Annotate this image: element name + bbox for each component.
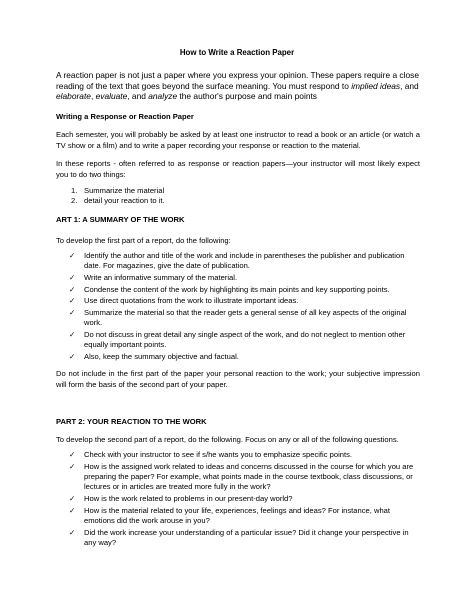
intro-text: the author's purpose and main points xyxy=(177,91,317,102)
checkmark-icon: ✓ xyxy=(69,450,76,459)
list-item-text: Summarize the material so that the reader gets a general sense of all key aspects of the original work. xyxy=(84,308,407,328)
part1-heading: ART 1: A SUMMARY OF THE WORK xyxy=(56,215,185,224)
checkmark-icon: ✓ xyxy=(69,461,76,471)
checkmark-icon: ✓ xyxy=(69,284,76,294)
checkmark-icon: ✓ xyxy=(69,330,76,340)
list-item-text: Write an informative summary of the material. xyxy=(84,272,238,282)
checkmark-icon: ✓ xyxy=(69,493,76,503)
two-things-list xyxy=(56,186,420,207)
checkmark-icon: ✓ xyxy=(69,527,76,537)
intro-text: , xyxy=(90,91,96,102)
list-item xyxy=(56,506,420,527)
list-item xyxy=(56,352,420,362)
intro-paragraph xyxy=(56,70,420,102)
list-item-text: How is the assigned work related to ideas and concerns discussed in the course for which you are preparing the paper? For example, what points made in the course textbook, class discussions, or lectures or in articles are treated more fully in the work? xyxy=(84,461,414,492)
document-title: How to Write a Reaction Paper xyxy=(179,48,295,57)
list-item xyxy=(56,462,420,493)
intro-text: , and xyxy=(400,80,419,91)
list-item-text: Summarize the material xyxy=(84,186,165,195)
intro-text: , and xyxy=(127,91,149,102)
intro-elaborate: elaborate xyxy=(56,91,91,102)
intro-analyze: analyze xyxy=(148,91,178,102)
list-item-text: Did the work increase your understanding of a particular issue? Did it change your perspective in any way? xyxy=(84,527,409,547)
list-item xyxy=(56,308,420,329)
list-item xyxy=(56,450,420,460)
list-item-text: Do not discuss in great detail any single aspect of the work, and do not neglect to mention other equally important points. xyxy=(84,330,406,350)
list-item-text: Check with your instructor to see if s/he wants you to emphasize specific points. xyxy=(84,450,353,459)
list-item-text: Condense the content of the work by highlighting its main points and key supporting points. xyxy=(84,284,390,294)
list-item xyxy=(56,528,420,549)
checkmark-icon: ✓ xyxy=(69,352,76,362)
checkmark-icon: ✓ xyxy=(69,505,76,515)
section-heading: Writing a Response or Reaction Paper xyxy=(56,112,194,121)
list-item xyxy=(56,196,420,206)
list-item-text: Also, keep the summary objective and factual. xyxy=(84,352,239,362)
list-number: 1. xyxy=(71,186,78,195)
intro-implied-ideas: implied ideas xyxy=(351,80,401,91)
part2-heading: PART 2: YOUR REACTION TO THE WORK xyxy=(56,417,207,426)
intro-text: A reaction paper is not just a paper where you express your opinion. These papers require a close reading of the text that goes beyond the surface meaning. You must respond to xyxy=(56,70,419,91)
checkmark-icon: ✓ xyxy=(69,272,76,282)
list-item xyxy=(56,330,420,351)
part1-intro: To develop the first part of a report, do the following: xyxy=(56,236,231,245)
list-item xyxy=(56,273,420,283)
checkmark-icon: ✓ xyxy=(69,308,76,318)
paragraph-reports: In these reports - often referred to as response or reaction papers—your instructor will most likely expect you to do two things: xyxy=(56,159,420,179)
list-item xyxy=(56,285,420,295)
checkmark-icon: ✓ xyxy=(69,251,76,260)
part2-checklist xyxy=(56,450,420,550)
list-item xyxy=(56,494,420,504)
list-item-text: Identify the author and title of the work and include in parentheses the publisher and publication date. For magazines, give the date of publication. xyxy=(84,251,405,271)
list-item xyxy=(56,186,420,196)
list-item-text: How is the material related to your life, experiences, feelings and ideas? For instance, what emotions did the work arouse in you? xyxy=(84,505,391,525)
list-item-text: detail your reaction to it. xyxy=(84,196,165,206)
list-item-text: How is the work related to problems in our present-day world? xyxy=(84,493,293,503)
part2-intro: To develop the second part of a report, do the following. Focus on any or all of the following questions. xyxy=(56,435,399,444)
list-item xyxy=(56,251,420,272)
part1-checklist xyxy=(56,251,420,364)
intro-evaluate: evaluate xyxy=(95,91,128,102)
paragraph-each-semester: Each semester, you will probably be asked by at least one instructor to read a book or an article (or watch a TV show or a film) and to write a paper recording your response or reaction to the material. xyxy=(56,130,420,150)
list-number: 2. xyxy=(71,196,78,206)
list-item xyxy=(56,296,420,306)
list-item-text: Use direct quotations from the work to illustrate important ideas. xyxy=(84,296,299,306)
checkmark-icon: ✓ xyxy=(69,296,76,306)
part1-closing: Do not include in the first part of the paper your personal reaction to the work; your subjective impression will form the basis of the second part of your paper. xyxy=(56,369,420,389)
